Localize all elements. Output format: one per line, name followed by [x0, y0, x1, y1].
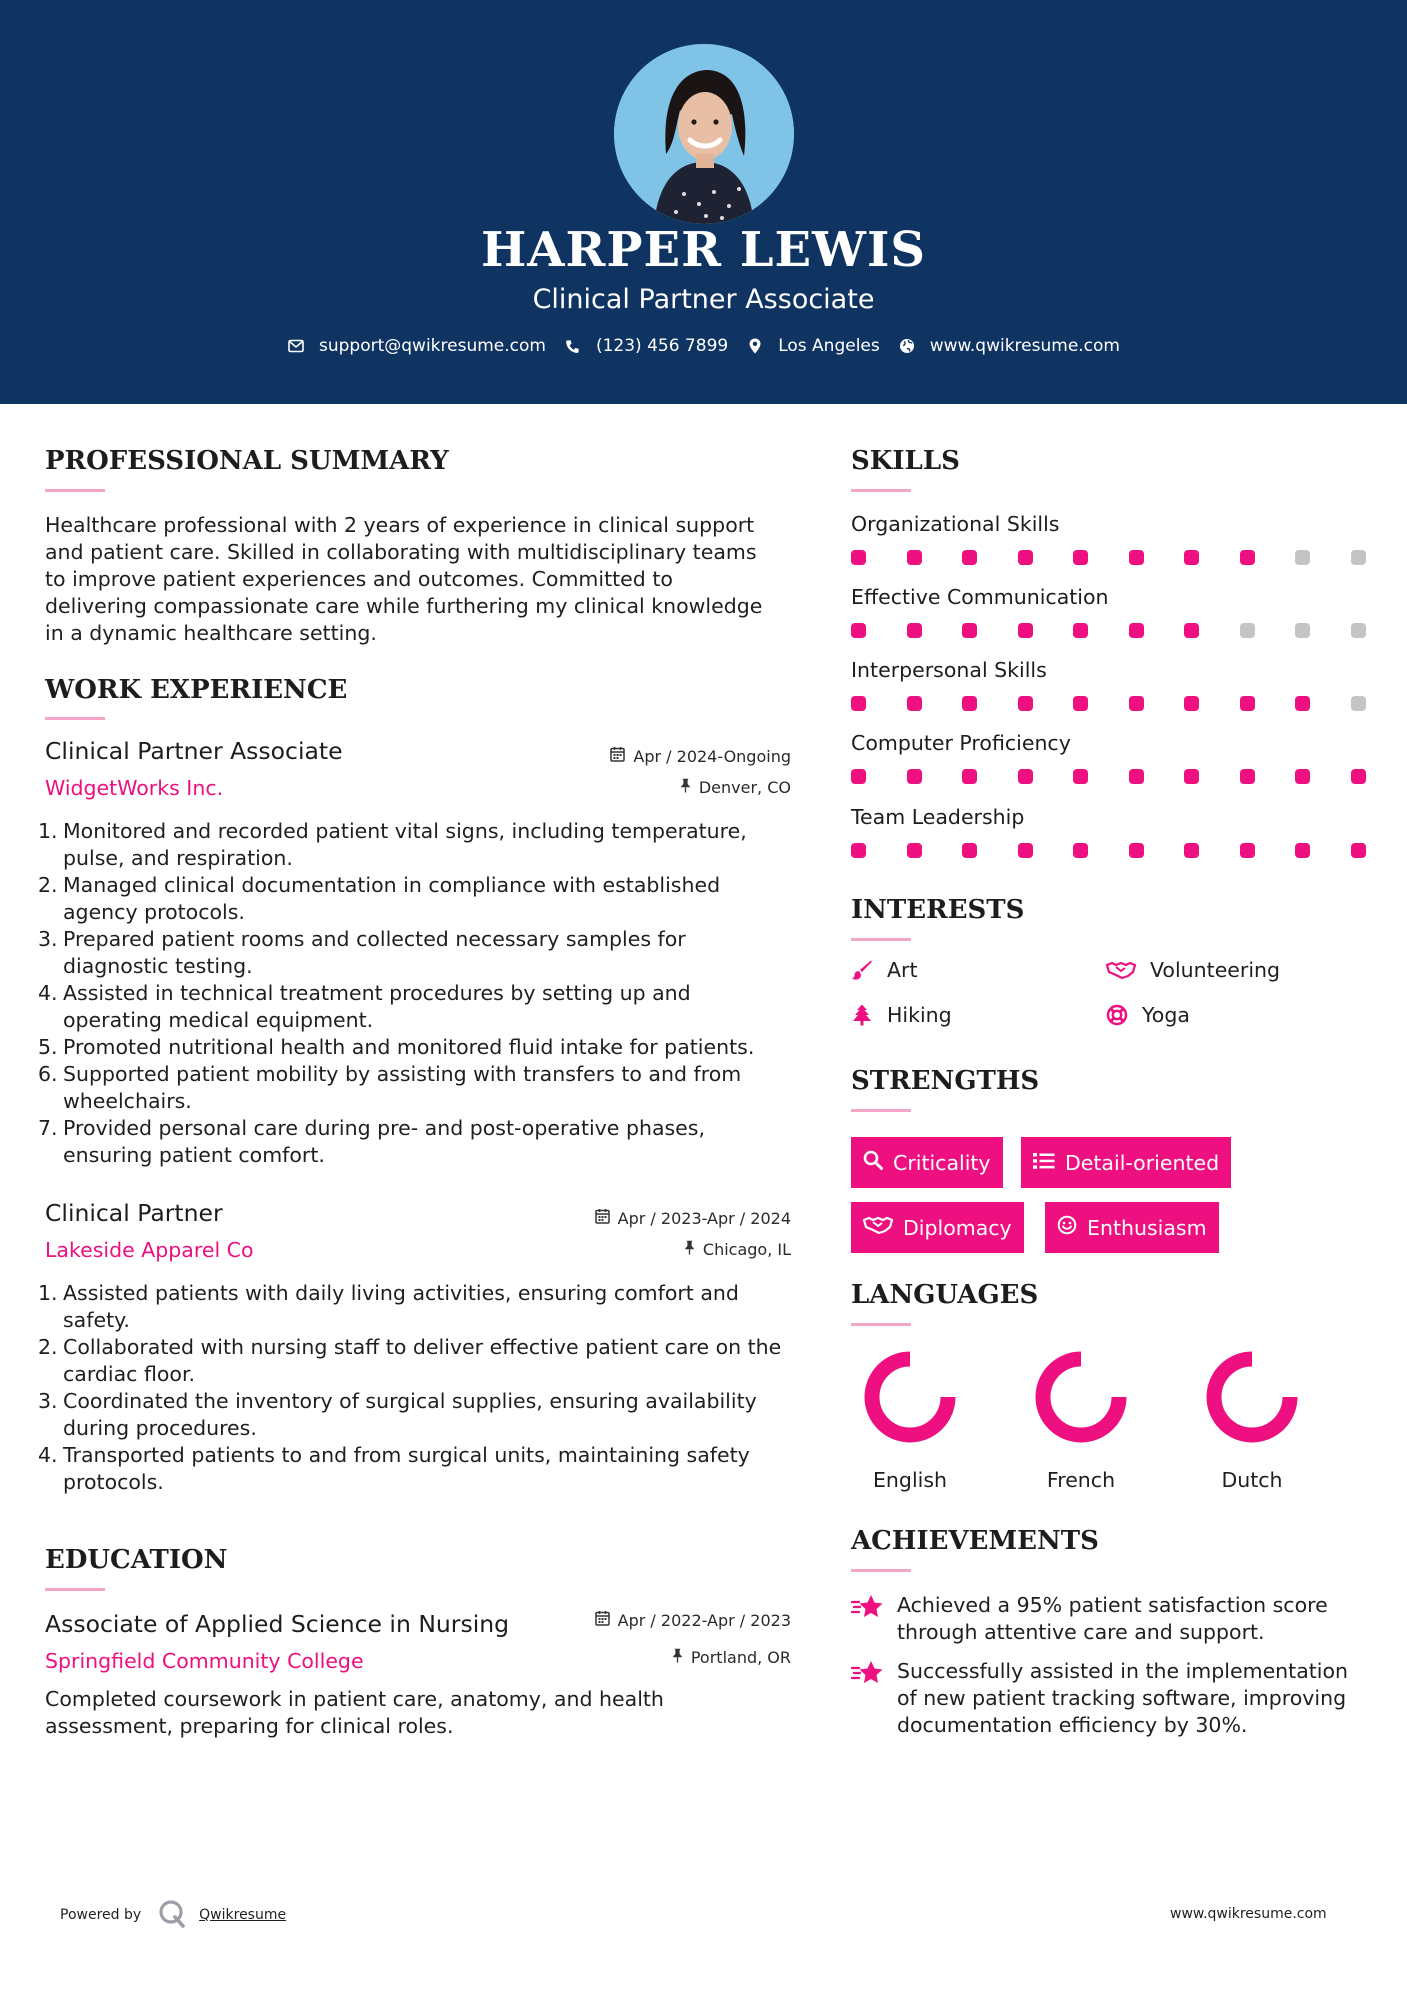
languages-heading: LANGUAGES	[851, 1280, 1039, 1310]
job-company: Lakeside Apparel Co	[45, 1238, 254, 1262]
skill-dot-empty	[1240, 623, 1255, 638]
phone-icon	[564, 337, 582, 355]
skill-dot-filled	[1295, 843, 1310, 858]
summary-heading-rule	[45, 489, 105, 492]
skill-dot-filled	[1073, 696, 1088, 711]
summary-heading: PROFESSIONAL SUMMARY	[45, 446, 449, 476]
strength-tag	[1021, 1137, 1231, 1188]
interest-item	[851, 958, 918, 982]
skill-dot-filled	[851, 696, 866, 711]
strength-tag	[851, 1137, 1003, 1188]
skill-dot-filled	[1129, 696, 1144, 711]
language-level-ring	[1034, 1350, 1128, 1444]
skill-dot-filled	[907, 696, 922, 711]
candidate-title: Clinical Partner Associate	[532, 284, 875, 315]
degree-title: Associate of Applied Science in Nursing	[45, 1610, 510, 1638]
search-icon	[863, 1150, 883, 1175]
interest-label: Volunteering	[1150, 958, 1281, 982]
skill-dot-filled	[1240, 769, 1255, 784]
education-dates-text: Apr / 2022-Apr / 2023	[617, 1610, 791, 1630]
skill-dot-filled	[851, 623, 866, 638]
job-dates-text: Apr / 2024-Ongoing	[633, 746, 791, 766]
language-item	[1192, 1350, 1312, 1492]
strength-label: Detail-oriented	[1065, 1150, 1220, 1175]
job-company: WidgetWorks Inc.	[45, 776, 224, 800]
skill-dot-filled	[1129, 769, 1144, 784]
achievement-item: Successfully assisted in the implementation of new patient tracking software, improving documentation efficiency by 30%.	[851, 1658, 1371, 1739]
skill-rating	[851, 843, 1366, 858]
avatar	[614, 44, 794, 224]
handshake-icon	[1106, 959, 1136, 981]
skill-dot-filled	[907, 623, 922, 638]
list-item: 4. Assisted in technical treatment procedures by setting up and operating medical equipment.	[38, 981, 691, 1032]
candidate-name: HARPER LEWIS	[480, 222, 927, 278]
skill-dot-filled	[1295, 769, 1310, 784]
skill-name: Interpersonal Skills	[851, 658, 1047, 682]
job-bullets	[38, 1280, 798, 1496]
skill-name: Team Leadership	[851, 805, 1025, 829]
interest-item	[1106, 958, 1280, 982]
skill-dot-filled	[1184, 696, 1199, 711]
skills-heading-rule	[851, 489, 911, 492]
qwikresume-logo-icon	[157, 1898, 187, 1932]
star-icon	[851, 1592, 885, 1646]
skill-dot-filled	[1018, 550, 1033, 565]
language-level-ring	[863, 1350, 957, 1444]
job-title: Clinical Partner Associate	[45, 737, 343, 765]
skill-dot-filled	[962, 769, 977, 784]
lifering-icon	[1106, 1004, 1128, 1026]
language-level-ring	[1205, 1350, 1299, 1444]
list-item: 2. Managed clinical documentation in compliance with established agency protocols.	[38, 873, 721, 924]
contact-email[interactable]	[287, 336, 546, 356]
summary-line: Healthcare professional with 2 years of experience in clinical support	[45, 513, 755, 537]
skill-dot-filled	[907, 769, 922, 784]
powered-by-text: Powered by	[60, 1907, 142, 1923]
language-level-arc	[1043, 1359, 1119, 1435]
star-icon	[851, 1658, 885, 1739]
job-location-text: Chicago, IL	[702, 1240, 791, 1259]
language-item	[1021, 1350, 1141, 1492]
handshake-icon	[863, 1215, 893, 1240]
languages-heading-rule	[851, 1323, 911, 1326]
skill-dot-filled	[851, 843, 866, 858]
skill-dot-filled	[1073, 843, 1088, 858]
calendar-icon	[595, 1208, 610, 1228]
skill-dot-filled	[1018, 843, 1033, 858]
interest-item	[1106, 1003, 1190, 1027]
skill-dot-filled	[962, 550, 977, 565]
paintbrush-icon	[851, 959, 873, 981]
interest-label: Hiking	[887, 1003, 952, 1027]
skill-dot-filled	[1295, 696, 1310, 711]
smile-icon	[1057, 1215, 1077, 1240]
footer-powered-by	[60, 1898, 286, 1932]
school-name: Springfield Community College	[45, 1649, 364, 1673]
education-dates	[595, 1610, 791, 1630]
location-text: Los Angeles	[778, 336, 880, 356]
experience-heading-rule	[45, 717, 105, 720]
skill-dot-filled	[1129, 843, 1144, 858]
list-item: 2. Collaborated with nursing staff to deliver effective patient care on the cardiac floor.	[38, 1335, 782, 1386]
interests-heading-rule	[851, 938, 911, 941]
footer-website[interactable]: www.qwikresume.com	[1170, 1906, 1327, 1922]
pushpin-icon	[672, 1648, 683, 1667]
profile-photo	[614, 44, 794, 224]
skill-dot-filled	[1240, 696, 1255, 711]
job-location	[680, 778, 791, 797]
language-item	[850, 1350, 970, 1492]
skill-name: Computer Proficiency	[851, 731, 1071, 755]
summary-line: in a dynamic healthcare setting.	[45, 621, 377, 645]
list-item: 1. Monitored and recorded patient vital signs, including temperature, pulse, and respiration.	[38, 819, 747, 870]
skill-dot-filled	[1018, 769, 1033, 784]
skill-rating	[851, 623, 1366, 638]
strengths-heading-rule	[851, 1109, 911, 1112]
list-item: 3. Coordinated the inventory of surgical supplies, ensuring availability during procedures.	[38, 1389, 757, 1440]
contact-location	[746, 336, 880, 356]
job-location-text: Denver, CO	[698, 778, 791, 797]
map-pin-icon	[746, 337, 764, 355]
skill-dot-filled	[907, 550, 922, 565]
contact-bar	[0, 336, 1407, 356]
skill-dot-filled	[962, 623, 977, 638]
globe-icon	[898, 337, 916, 355]
skill-dot-filled	[851, 550, 866, 565]
interests-heading: INTERESTS	[851, 895, 1025, 925]
summary-line: to improve patient experiences and outcomes. Committed to	[45, 567, 673, 591]
contact-website[interactable]	[898, 336, 1120, 356]
skill-dot-filled	[907, 843, 922, 858]
skill-dot-filled	[1184, 550, 1199, 565]
skill-rating	[851, 696, 1366, 711]
skill-dot-filled	[962, 696, 977, 711]
language-name: English	[872, 1468, 948, 1492]
list-item: 3. Prepared patient rooms and collected necessary samples for diagnostic testing.	[38, 927, 686, 978]
skill-dot-filled	[1184, 769, 1199, 784]
job-dates	[610, 746, 791, 766]
pushpin-icon	[680, 778, 691, 797]
calendar-icon	[595, 1610, 610, 1630]
list-item: 7. Provided personal care during pre- and post-operative phases, ensuring patient comfort.	[38, 1116, 705, 1167]
skill-dot-filled	[962, 843, 977, 858]
skills-heading: SKILLS	[851, 446, 960, 476]
interest-label: Art	[887, 958, 918, 982]
skill-dot-filled	[1073, 769, 1088, 784]
website-text: www.qwikresume.com	[929, 336, 1120, 356]
experience-heading: WORK EXPERIENCE	[45, 675, 348, 705]
skill-dot-empty	[1295, 623, 1310, 638]
skill-dot-filled	[1129, 623, 1144, 638]
skill-dot-filled	[1018, 623, 1033, 638]
skill-rating	[851, 769, 1366, 784]
skill-dot-empty	[1351, 696, 1366, 711]
skill-dot-filled	[1351, 843, 1366, 858]
skill-dot-empty	[1295, 550, 1310, 565]
list-icon	[1033, 1151, 1055, 1175]
strengths-heading: STRENGTHS	[851, 1066, 1040, 1096]
education-heading: EDUCATION	[45, 1545, 228, 1575]
skill-dot-filled	[1184, 623, 1199, 638]
list-item: 6. Supported patient mobility by assisting with transfers to and from wheelchairs.	[38, 1062, 742, 1113]
job-location	[684, 1240, 791, 1259]
interest-item	[851, 1003, 952, 1027]
email-text: support@qwikresume.com	[319, 336, 546, 356]
envelope-icon	[287, 337, 305, 355]
contact-phone[interactable]	[564, 336, 728, 356]
achievements-heading-rule	[851, 1569, 911, 1572]
skill-dot-empty	[1351, 550, 1366, 565]
summary-text	[45, 512, 795, 647]
education-description: Completed coursework in patient care, anatomy, and health assessment, preparing for clinical roles.	[45, 1687, 664, 1738]
skill-dot-filled	[1351, 769, 1366, 784]
qwikresume-link[interactable]: Qwikresume	[199, 1907, 287, 1923]
tree-icon	[851, 1004, 873, 1026]
strength-label: Enthusiasm	[1087, 1215, 1207, 1240]
achievements-heading: ACHIEVEMENTS	[851, 1526, 1099, 1556]
skill-dot-filled	[851, 769, 866, 784]
language-name: Dutch	[1221, 1468, 1283, 1492]
skill-dot-filled	[1184, 843, 1199, 858]
education-location-text: Portland, OR	[690, 1648, 791, 1667]
skill-name: Effective Communication	[851, 585, 1109, 609]
interest-label: Yoga	[1142, 1003, 1190, 1027]
strength-tag	[1045, 1202, 1219, 1253]
strength-label: Diplomacy	[903, 1215, 1012, 1240]
skill-dot-filled	[1240, 843, 1255, 858]
skill-dot-filled	[1129, 550, 1144, 565]
job-bullets	[38, 818, 798, 1169]
skill-dot-filled	[1073, 623, 1088, 638]
skill-dot-filled	[1073, 550, 1088, 565]
strength-label: Criticality	[893, 1150, 991, 1175]
strength-tag	[851, 1202, 1024, 1253]
summary-line: and patient care. Skilled in collaborating with multidisciplinary teams	[45, 540, 757, 564]
achievement-item: Achieved a 95% patient satisfaction score through attentive care and support.	[851, 1592, 1371, 1646]
list-item: 4. Transported patients to and from surgical units, maintaining safety protocols.	[38, 1443, 750, 1494]
education-location	[672, 1648, 791, 1667]
skill-rating	[851, 550, 1366, 565]
skill-dot-empty	[1351, 623, 1366, 638]
calendar-icon	[610, 746, 625, 766]
job-dates-text: Apr / 2023-Apr / 2024	[617, 1208, 791, 1228]
phone-text: (123) 456 7899	[595, 336, 729, 356]
language-level-arc	[872, 1359, 948, 1435]
skill-name: Organizational Skills	[851, 512, 1060, 536]
list-item: 1. Assisted patients with daily living activities, ensuring comfort and safety.	[38, 1281, 739, 1332]
job-title: Clinical Partner	[45, 1199, 223, 1227]
list-item: 5. Promoted nutritional health and monitored fluid intake for patients.	[38, 1035, 755, 1059]
resume-header	[0, 0, 1407, 404]
job-dates	[595, 1208, 791, 1228]
language-level-arc	[1214, 1359, 1290, 1435]
skill-dot-filled	[1240, 550, 1255, 565]
education-heading-rule	[45, 1588, 105, 1591]
pushpin-icon	[684, 1240, 695, 1259]
language-name: French	[1046, 1468, 1116, 1492]
summary-line: delivering compassionate care while furthering my clinical knowledge	[45, 594, 763, 618]
skill-dot-filled	[1018, 696, 1033, 711]
